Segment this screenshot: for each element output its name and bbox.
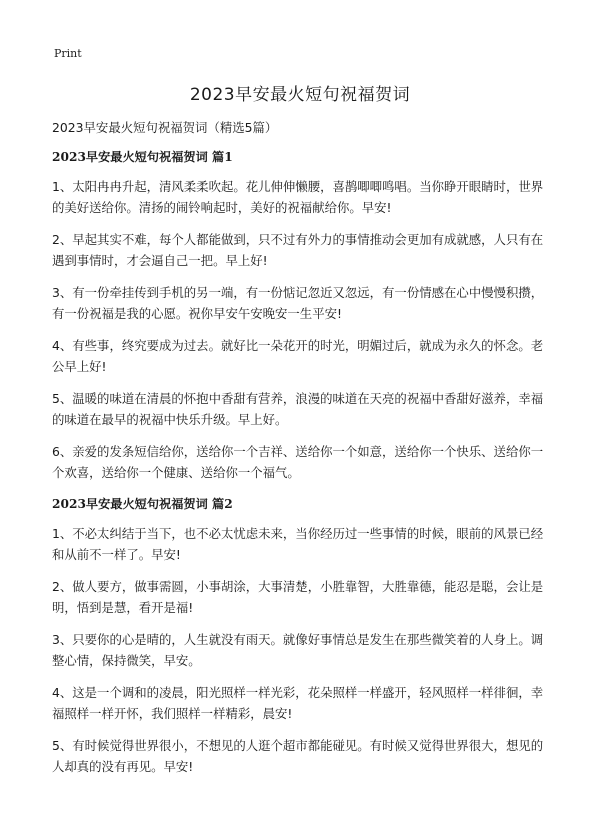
article-body [52,117,548,788]
section-1 [52,147,548,483]
paragraph: 2、做人要方，做事需圆，小事胡涂，大事清楚，小胜靠智，大胜靠德，能忍是聪，会让是明，悟到是慧，看开是福! [52,579,544,615]
print-link[interactable]: Print [54,47,82,60]
paragraph: 6、亲爱的发条短信给你，送给你一个吉祥、送给你一个如意，送给你一个快乐、送给你一个欢喜，送给你一个健康、送给你一个福气。 [52,444,544,480]
paragraph: 2、早起其实不难，每个人都能做到，只不过有外力的事情推动会更加有成就感，人只有在遇到事情时，才会逼自己一把。早上好! [52,232,544,268]
paragraph: 5、有时候觉得世界很小，不想见的人逛个超市都能碰见。有时候又觉得世界很大，想见的人却真的没有再见。早安! [52,738,544,774]
paragraph: 4、有些事，终究要成为过去。就好比一朵花开的时光，明媚过后，就成为永久的怀念。老公早上好! [52,338,544,374]
article-subtitle: 2023早安最火短句祝福贺词（精选5篇） [52,120,278,135]
section-heading: 2023早安最火短句祝福贺词 篇2 [52,497,233,511]
paragraph: 3、有一份牵挂传到手机的另一端，有一份惦记忽近又忽远，有一份情感在心中慢慢积攒，有一份祝福是我的心愿。祝你早安午安晚安一生平安! [52,285,544,321]
page-title: 2023早安最火短句祝福贺词 [189,85,411,105]
paragraph: 1、不必太纠结于当下，也不必太忧虑未来，当你经历过一些事情的时候，眼前的风景已经和从前不一样了。早安! [52,526,544,562]
section-2 [52,494,548,777]
paragraph: 3、只要你的心是晴的，人生就没有雨天。就像好事情总是发生在那些微笑着的人身上。调整心情，保持微笑，早安。 [52,632,544,668]
paragraph: 4、这是一个调和的凌晨，阳光照样一样光彩，花朵照样一样盛开，轻风照样一样徘徊，幸福照样一样开怀，我们照样一样精彩，晨安! [52,685,544,721]
paragraph: 1、太阳冉冉升起，清风柔柔吹起。花儿伸伸懒腰，喜鹊唧唧鸣唱。当你睁开眼睛时，世界的美好送给你。清扬的闹铃响起时，美好的祝福献给你。早安! [52,179,544,215]
section-heading: 2023早安最火短句祝福贺词 篇1 [52,150,233,164]
paragraph: 5、温暖的味道在清晨的怀抱中香甜有营养，浪漫的味道在天亮的祝福中香甜好滋养，幸福的味道在最早的祝福中快乐升级。早上好。 [52,391,544,427]
